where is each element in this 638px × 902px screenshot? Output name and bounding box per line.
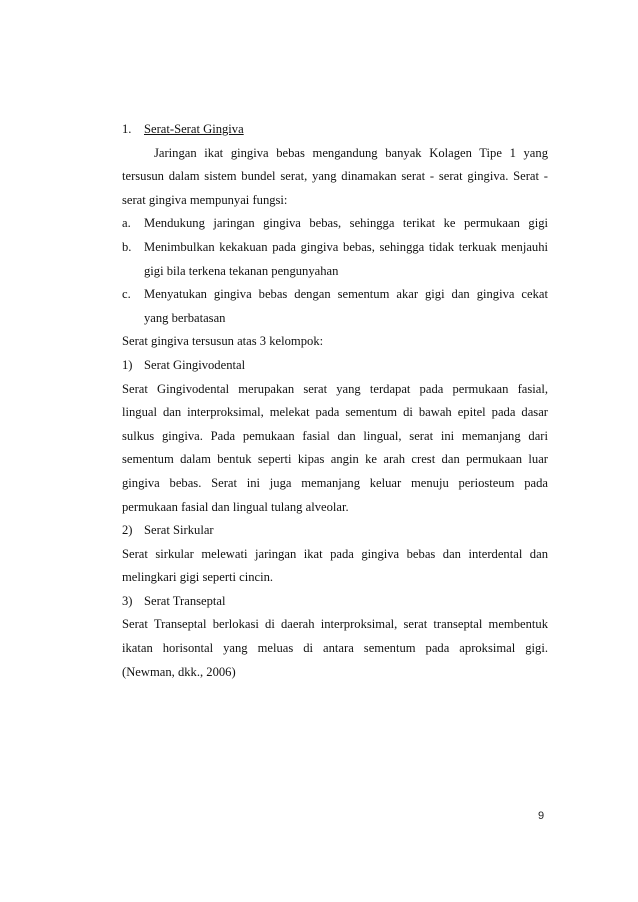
paragraph-line: sulkus gingiva. Pada pemukaan fasial dan lingual, serat ini memanjang dari (122, 428, 548, 443)
group-heading-transeptal (122, 590, 548, 614)
group-title: Serat Gingivodental (144, 357, 246, 372)
list-marker: a. (122, 216, 131, 231)
section-title: Serat-Serat Gingiva (144, 122, 244, 136)
function-item-a (122, 212, 548, 236)
group-heading-sirkular (122, 519, 548, 543)
citation: (Newman, dkk., 2006) (122, 664, 236, 679)
list-item-text: Mendukung jaringan gingiva bebas, sehingga terikat ke permukaan gigi (144, 216, 548, 231)
list-item-text: Menimbulkan kekakuan pada gingiva bebas, sehingga tidak terkuak menjauhi (144, 239, 548, 254)
groups-intro: Serat gingiva tersusun atas 3 kelompok: (122, 334, 324, 349)
page-number: 9 (538, 810, 545, 822)
group-heading-gingivodental (122, 354, 548, 378)
list-item-text: Menyatukan gingiva bebas dengan sementum akar gigi dan gingiva cekat (144, 287, 548, 302)
paragraph-line: lingual dan interproksimal, melekat pada sementum di bawah epitel pada dasar (122, 405, 548, 420)
list-marker: b. (122, 239, 132, 254)
page-content (122, 118, 548, 684)
paragraph-line: gingiva bebas. Serat ini juga memanjang keluar menuju periosteum pada (122, 475, 548, 490)
section-number: 1. (122, 122, 132, 136)
paragraph-line: permukaan fasial dan lingual tulang alveolar. (122, 499, 349, 514)
intro-line: Jaringan ikat gingiva bebas mengandung banyak Kolagen Tipe 1 yang (154, 145, 548, 160)
function-item-c (122, 283, 548, 307)
intro-line: serat gingiva mempunyai fungsi: (122, 192, 288, 207)
group-marker: 3) (122, 593, 133, 608)
intro-line: tersusun dalam sistem bundel serat, yang dinamakan serat - serat gingiva. Serat - (122, 169, 548, 184)
paragraph-line: sementum dalam bentuk seperti kipas angin ke arah crest dan permukaan luar (122, 452, 548, 467)
section-heading (122, 118, 548, 142)
paragraph-line: ikatan horisontal yang meluas di antara sementum pada aproksimal gigi. (122, 641, 548, 656)
group-marker: 1) (122, 357, 133, 372)
paragraph-line: melingkari gigi seperti cincin. (122, 570, 274, 585)
group-marker: 2) (122, 523, 133, 538)
paragraph-line: Serat Transeptal berlokasi di daerah interproksimal, serat transeptal membentuk (122, 617, 548, 632)
list-marker: c. (122, 287, 131, 302)
paragraph-line: Serat sirkular melewati jaringan ikat pada gingiva bebas dan interdental dan (122, 546, 548, 561)
list-item-continuation: yang berbatasan (144, 310, 226, 325)
list-item-continuation: gigi bila terkena tekanan pengunyahan (144, 263, 339, 278)
function-item-b (122, 236, 548, 260)
paragraph-line: Serat Gingivodental merupakan serat yang terdapat pada permukaan fasial, (122, 381, 548, 396)
group-title: Serat Transeptal (144, 593, 226, 608)
group-title: Serat Sirkular (144, 523, 214, 538)
